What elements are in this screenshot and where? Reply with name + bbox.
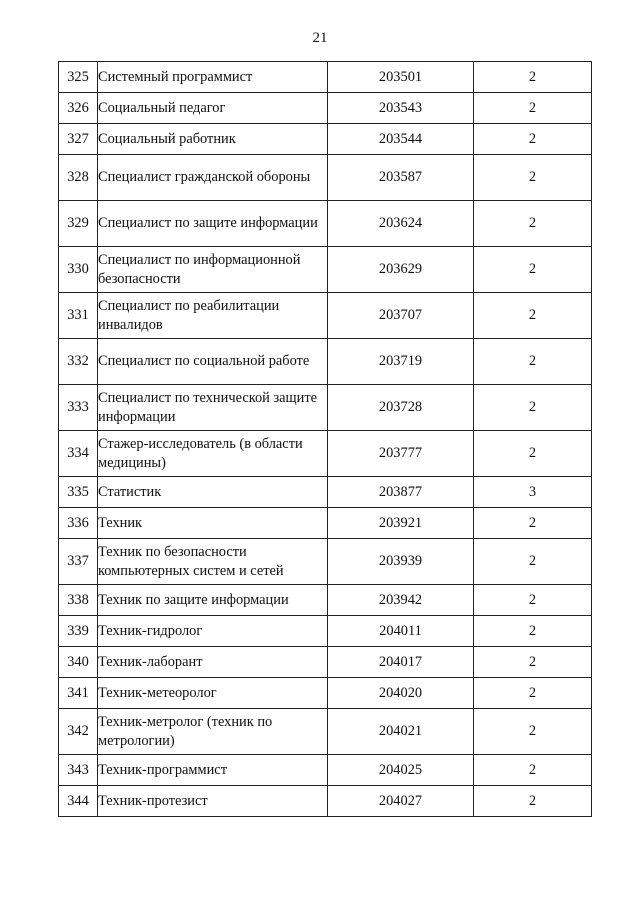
table-row [59,755,592,786]
profession-name: Специалист по информационной безопасности [98,247,328,293]
table-row [59,539,592,585]
row-number: 326 [59,93,98,124]
row-number: 330 [59,247,98,293]
profession-name: Специалист по социальной работе [98,339,328,385]
row-number: 335 [59,477,98,508]
profession-name: Техник-программист [98,755,328,786]
profession-code: 203501 [328,62,474,93]
category-value: 2 [474,616,592,647]
table-row [59,339,592,385]
category-value: 3 [474,477,592,508]
category-value: 2 [474,755,592,786]
profession-code: 203939 [328,539,474,585]
profession-table [58,61,592,817]
profession-name: Техник по защите информации [98,585,328,616]
category-value: 2 [474,709,592,755]
row-number: 325 [59,62,98,93]
profession-name: Стажер-исследователь (в области медицины) [98,431,328,477]
profession-name: Специалист по реабилитации инвалидов [98,293,328,339]
profession-code: 203624 [328,201,474,247]
profession-code: 204020 [328,678,474,709]
profession-name: Техник по безопасности компьютерных систем и сетей [98,539,328,585]
row-number: 339 [59,616,98,647]
table-row [59,709,592,755]
category-value: 2 [474,293,592,339]
table-row [59,678,592,709]
row-number: 327 [59,124,98,155]
category-value: 2 [474,585,592,616]
category-value: 2 [474,124,592,155]
profession-name: Техник-метролог (техник по метрологии) [98,709,328,755]
profession-name: Специалист по технической защите информации [98,385,328,431]
profession-code: 203707 [328,293,474,339]
category-value: 2 [474,647,592,678]
table-row [59,508,592,539]
profession-code: 203921 [328,508,474,539]
table-row [59,585,592,616]
profession-code: 203544 [328,124,474,155]
row-number: 328 [59,155,98,201]
table-row [59,293,592,339]
table-row [59,431,592,477]
category-value: 2 [474,786,592,817]
profession-name: Техник-гидролог [98,616,328,647]
category-value: 2 [474,62,592,93]
row-number: 344 [59,786,98,817]
table-row [59,385,592,431]
profession-code: 203877 [328,477,474,508]
table-row [59,62,592,93]
table-row [59,124,592,155]
profession-code: 204027 [328,786,474,817]
profession-code: 203777 [328,431,474,477]
category-value: 2 [474,201,592,247]
table-row [59,93,592,124]
profession-name: Техник-метеоролог [98,678,328,709]
row-number: 331 [59,293,98,339]
category-value: 2 [474,93,592,124]
row-number: 329 [59,201,98,247]
profession-name: Техник-протезист [98,786,328,817]
profession-code: 203543 [328,93,474,124]
row-number: 333 [59,385,98,431]
page-number: 21 [312,30,328,46]
profession-name: Системный программист [98,62,328,93]
profession-code: 203629 [328,247,474,293]
table-row [59,155,592,201]
category-value: 2 [474,431,592,477]
category-value: 2 [474,155,592,201]
category-value: 2 [474,539,592,585]
row-number: 334 [59,431,98,477]
table-row [59,247,592,293]
category-value: 2 [474,247,592,293]
profession-code: 203728 [328,385,474,431]
profession-code: 204021 [328,709,474,755]
row-number: 342 [59,709,98,755]
row-number: 336 [59,508,98,539]
profession-name: Специалист гражданской обороны [98,155,328,201]
profession-code: 203942 [328,585,474,616]
table-row [59,477,592,508]
row-number: 341 [59,678,98,709]
row-number: 337 [59,539,98,585]
table-row [59,647,592,678]
table-row [59,786,592,817]
profession-name: Специалист по защите информации [98,201,328,247]
row-number: 338 [59,585,98,616]
profession-code: 204025 [328,755,474,786]
category-value: 2 [474,385,592,431]
profession-code: 203719 [328,339,474,385]
category-value: 2 [474,339,592,385]
profession-name: Техник-лаборант [98,647,328,678]
profession-name: Техник [98,508,328,539]
profession-code: 203587 [328,155,474,201]
profession-name: Статистик [98,477,328,508]
category-value: 2 [474,678,592,709]
table-row [59,201,592,247]
profession-code: 204011 [328,616,474,647]
profession-code: 204017 [328,647,474,678]
profession-name: Социальный работник [98,124,328,155]
row-number: 343 [59,755,98,786]
row-number: 332 [59,339,98,385]
row-number: 340 [59,647,98,678]
category-value: 2 [474,508,592,539]
table-row [59,616,592,647]
profession-name: Социальный педагог [98,93,328,124]
